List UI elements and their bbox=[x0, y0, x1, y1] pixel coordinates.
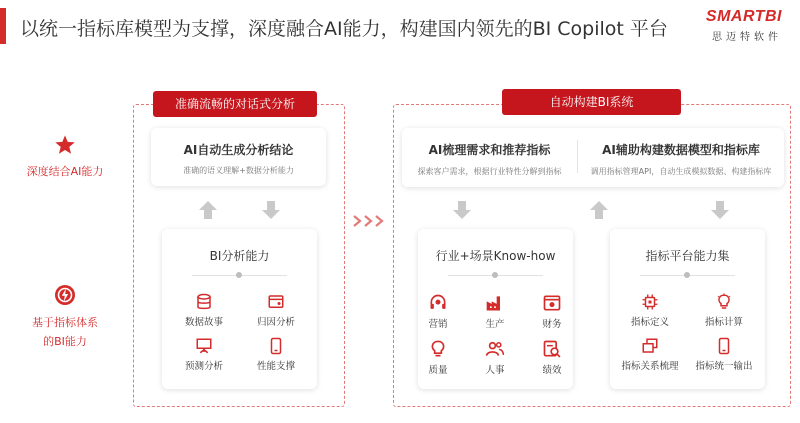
title-accent-bar bbox=[0, 8, 6, 44]
bi-analysis-panel bbox=[162, 229, 317, 389]
ai-requirements-title: AI梳理需求和推荐指标 bbox=[428, 143, 551, 157]
ai-requirements-subtitle: 探索客户需求，根据行业特性分解到指标 bbox=[417, 167, 562, 176]
page-title: 以统一指标库模型为支撑，深度融合AI能力，构建国内领先的BI Copilot 平台 bbox=[20, 18, 668, 40]
factory-icon bbox=[485, 293, 505, 313]
ai-requirements-card bbox=[402, 128, 784, 187]
metrics-bi-label-group bbox=[0, 283, 130, 351]
browser-window-icon bbox=[267, 293, 285, 311]
industry-knowhow-title: 行业+场景Know-how bbox=[435, 249, 556, 263]
bi-item-label: 归因分析 bbox=[256, 317, 295, 328]
industry-item-label: 财务 bbox=[542, 319, 562, 330]
bi-item-data-story bbox=[168, 293, 240, 328]
metrics-bi-label-line2: 的BI能力 bbox=[43, 335, 87, 348]
presentation-icon bbox=[195, 337, 213, 355]
industry-item-label: 人事 bbox=[485, 365, 505, 376]
bi-item-label: 预测分析 bbox=[184, 361, 223, 372]
arrow-up-icon bbox=[589, 200, 609, 220]
mobile-phone-icon bbox=[267, 337, 285, 355]
metrics-platform-panel bbox=[610, 229, 765, 389]
bi-item-attribution bbox=[240, 293, 312, 328]
panel-divider-dot bbox=[684, 272, 690, 278]
logo-subtitle: 思迈特软件 bbox=[712, 32, 782, 43]
metric-item-label: 指标统一输出 bbox=[695, 361, 753, 372]
metric-item-relationship bbox=[614, 337, 686, 372]
database-icon bbox=[195, 293, 213, 311]
ai-requirements-half bbox=[402, 128, 577, 187]
lightbulb-icon bbox=[428, 339, 448, 359]
bi-analysis-title: BI分析能力 bbox=[209, 249, 270, 263]
panel-divider-dot bbox=[492, 272, 498, 278]
layers-icon bbox=[641, 337, 659, 355]
metrics-bi-label-line1: 基于指标体系 bbox=[32, 316, 98, 329]
industry-item-finance bbox=[516, 293, 588, 330]
lightbulb-icon bbox=[715, 293, 733, 311]
search-chart-icon bbox=[542, 339, 562, 359]
ai-conclusion-subtitle: 准确的语义理解+数据分析能力 bbox=[183, 166, 294, 175]
arrow-up-icon bbox=[198, 200, 218, 220]
bi-item-forecast bbox=[168, 337, 240, 372]
metric-item-definition bbox=[614, 293, 686, 328]
power-bolt-icon bbox=[53, 283, 77, 307]
ai-conclusion-card bbox=[151, 128, 326, 186]
metric-item-label: 指标计算 bbox=[704, 317, 743, 328]
panel-divider-dot bbox=[236, 272, 242, 278]
arrow-down-icon bbox=[261, 200, 281, 220]
people-icon bbox=[485, 339, 505, 359]
industry-item-label: 绩效 bbox=[542, 365, 562, 376]
metric-item-label: 指标关系梳理 bbox=[621, 361, 679, 372]
smartbi-logo bbox=[682, 8, 782, 43]
arrow-down-icon bbox=[452, 200, 472, 220]
ai-capability-label: 深度结合AI能力 bbox=[26, 165, 104, 178]
ai-model-builder-title: AI辅助构建数据模型和指标库 bbox=[602, 143, 760, 157]
bi-item-label: 数据故事 bbox=[184, 317, 223, 328]
ai-capability-label-group bbox=[0, 134, 130, 181]
industry-item-label: 生产 bbox=[485, 319, 505, 330]
chip-icon bbox=[641, 293, 659, 311]
bi-item-performance bbox=[240, 337, 312, 372]
star-icon bbox=[54, 134, 76, 156]
ai-model-builder-half bbox=[578, 128, 784, 187]
industry-knowhow-panel bbox=[418, 229, 573, 389]
industry-item-performance bbox=[516, 339, 588, 376]
metric-item-label: 指标定义 bbox=[630, 317, 669, 328]
finance-doc-icon bbox=[542, 293, 562, 313]
mobile-phone-icon bbox=[715, 337, 733, 355]
chevron-arrows-icon bbox=[353, 214, 387, 228]
conversational-analysis-header: 准确流畅的对话式分析 bbox=[153, 91, 317, 117]
metric-item-unified-output bbox=[688, 337, 760, 372]
metrics-platform-title: 指标平台能力集 bbox=[645, 249, 730, 263]
industry-item-label: 质量 bbox=[428, 365, 448, 376]
headset-icon bbox=[428, 293, 448, 313]
ai-conclusion-title: AI自动生成分析结论 bbox=[183, 143, 294, 157]
industry-item-label: 营销 bbox=[428, 319, 448, 330]
logo-wordmark: SMARTBI bbox=[705, 8, 782, 25]
metric-item-calculation bbox=[688, 293, 760, 328]
ai-model-builder-subtitle: 调用指标管理API，自动生成模拟数据、构建指标库 bbox=[590, 167, 772, 176]
arrow-down-icon bbox=[710, 200, 730, 220]
bi-item-label: 性能支撑 bbox=[256, 361, 295, 372]
auto-bi-system-header: 自动构建BI系统 bbox=[502, 89, 681, 115]
